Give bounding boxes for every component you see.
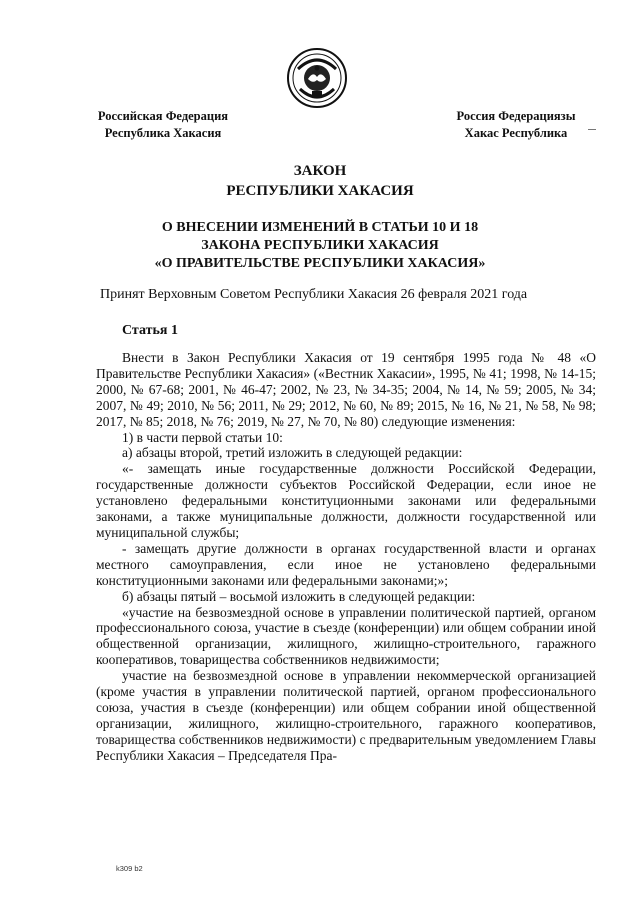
paragraph: «- замещать иные государственные должности Российской Федерации, государственные должности субъектов Российской Федерации, если иное не установлено федеральными конституционными законами или федеральными законами, а также муниципальные должности, должности государственной или муниципальной службы;: [96, 461, 596, 540]
paragraph: - замещать другие должности в органах государственной власти и органах местного самоуправления, если иное не установлено федеральными конституционными законами или федеральными законами;»;: [96, 540, 596, 588]
article-heading: Статья 1: [122, 323, 178, 338]
header-left: [88, 108, 238, 142]
paragraph: Внести в Закон Республики Хакасия от 19 сентября 1995 года № 48 «О Правительстве Республики Хакасия» («Вестник Хакасии», 1995, № 41; 1998, № 14-15; 2000, № 67-68; 2001, № 46-47; 2002, № 23, № 34-35; 2004, № 14, № 59; 2005, № 34; 2007, № 49; 2010, № 56; 2011, № 29; 2012, № 60, № 89; 2015, № 16, № 21, № 58, № 98; 2017, № 85; 2018, № 76; 2019, № 27, № 70, № 80) следующие изменения:: [96, 350, 596, 429]
header-right: [436, 108, 596, 142]
paragraph: а) абзацы второй, третий изложить в следующей редакции:: [122, 445, 463, 461]
document-code: k309 b2: [116, 864, 143, 873]
law-subtitle-line1: О ВНЕСЕНИИ ИЗМЕНЕНИЙ В СТАТЬИ 10 И 18: [161, 220, 479, 235]
header-left-line1: Российская Федерация: [97, 109, 229, 123]
paragraph: б) абзацы пятый – восьмой изложить в следующей редакции:: [122, 588, 476, 604]
paragraph: участие на безвозмездной основе в управлении некоммерческой организацией (кроме участия в управлении политической партией, органом профессионального союза, участия в съезде (конференции) или общем собрании иной общественной организации, жилищного, жилищно-строительного, гаражного кооперативов, товарищества собственников недвижимости) с предварительным уведомлением Главы Республики Хакасия – Председателя Пра-: [96, 668, 596, 763]
header-right-line1: Россия Федерациязы: [456, 109, 576, 123]
paragraph: 1) в части первой статьи 10:: [122, 429, 283, 445]
law-title: [60, 161, 580, 201]
paragraph: «участие на безвозмездной основе в управлении политической партией, органом профессионального союза, участие в съезде (конференции) или общем собрании иной общественной организации, жилищного, жилищно-строительного, гаражного кооперативов, товарищества собственников недвижимости;: [96, 604, 596, 668]
header-left-line2: Республика Хакасия: [104, 126, 222, 140]
scan-mark: [588, 129, 596, 130]
coat-of-arms-emblem: [286, 47, 348, 109]
adoption-statement: Принят Верховным Советом Республики Хакасия 26 февраля 2021 года: [100, 287, 528, 302]
law-title-line2: РЕСПУБЛИКИ ХАКАСИЯ: [226, 183, 414, 199]
header-right-line2: Хакас Республика: [464, 126, 568, 140]
law-title-line1: ЗАКОН: [293, 163, 347, 179]
article-body: [96, 350, 596, 764]
law-subtitle: [60, 219, 580, 273]
law-subtitle-line2: ЗАКОНА РЕСПУБЛИКИ ХАКАСИЯ: [201, 238, 439, 253]
law-subtitle-line3: «О ПРАВИТЕЛЬСТВЕ РЕСПУБЛИКИ ХАКАСИЯ»: [154, 256, 486, 271]
